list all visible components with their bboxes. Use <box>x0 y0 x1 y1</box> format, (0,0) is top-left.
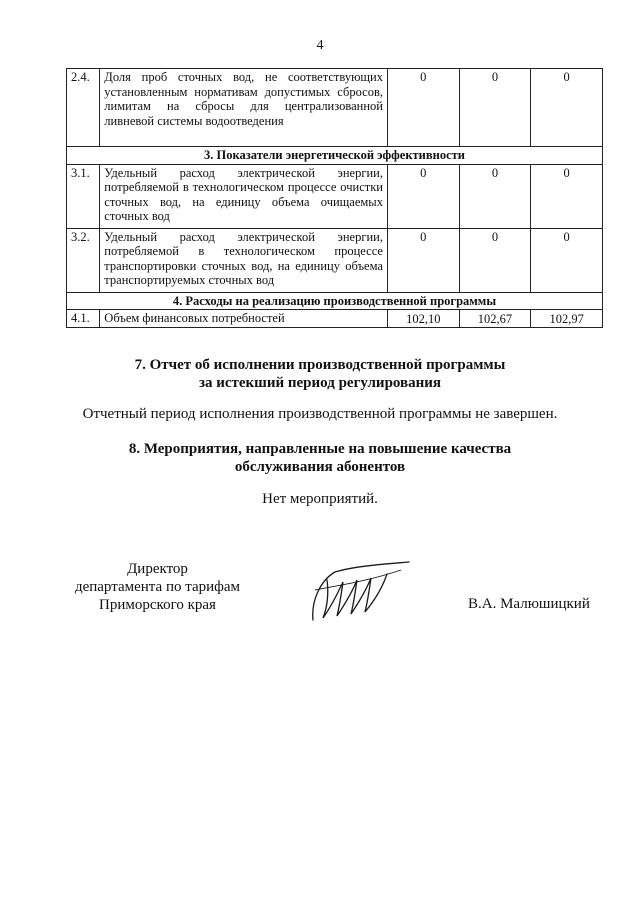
row-number: 2.4. <box>67 69 100 147</box>
section-8-title-line2: обслуживания абонентов <box>234 459 406 475</box>
section-8-heading <box>0 440 640 476</box>
value-cell: 102,97 <box>531 310 603 328</box>
value-cell: 102,67 <box>459 310 531 328</box>
section-heading: 3. Показатели энергетической эффективности <box>67 147 603 165</box>
section-8-title-line1: 8. Мероприятия, направленные на повышение качества <box>128 441 512 457</box>
handwritten-signature <box>305 560 415 630</box>
value-cell: 0 <box>387 164 459 228</box>
section-7-text: Отчетный период исполнения производственной программы не завершен. <box>82 406 558 422</box>
row-number: 3.1. <box>67 164 100 228</box>
value-cell: 0 <box>459 228 531 292</box>
value-cell: 0 <box>459 164 531 228</box>
indicators-table <box>66 68 603 328</box>
row-description: Объем финансовых потребностей <box>100 310 388 328</box>
row-description: Доля проб сточных вод, не соответствующих установленным нормативам допустимых сбросов, лимитам на сбросы для централизованной ливневой системы водоотведения <box>100 69 388 147</box>
signatory-name: В.А. Малюшицкий <box>468 596 590 612</box>
value-cell: 0 <box>531 228 603 292</box>
position-line1: Директор <box>127 561 188 577</box>
table-row <box>67 164 603 228</box>
row-description: Удельный расход электрической энергии, потребляемой в технологическом процессе транспортировки сточных вод, на единицу объема транспортируемых сточных вод <box>100 228 388 292</box>
section-7-title-line2: за истекший период регулирования <box>198 375 442 391</box>
table-row <box>67 69 603 147</box>
position-line3: Приморского края <box>99 597 216 613</box>
row-number: 3.2. <box>67 228 100 292</box>
value-cell: 0 <box>387 228 459 292</box>
table-row <box>67 228 603 292</box>
value-cell: 0 <box>459 69 531 147</box>
section-7-heading <box>0 356 640 392</box>
section-7-title-line1: 7. Отчет об исполнении производственной программы <box>134 357 506 373</box>
value-cell: 0 <box>531 164 603 228</box>
table-row <box>67 310 603 328</box>
value-cell: 0 <box>387 69 459 147</box>
position-line2: департамента по тарифам <box>74 579 241 595</box>
signatory-position <box>60 560 255 614</box>
section-8-text: Нет мероприятий. <box>262 491 378 507</box>
value-cell: 102,10 <box>387 310 459 328</box>
row-description: Удельный расход электрической энергии, потребляемой в технологическом процессе очистки сточных вод, на единицу объема очищаемых сточных вод <box>100 164 388 228</box>
value-cell: 0 <box>531 69 603 147</box>
section-row <box>67 147 603 165</box>
row-number: 4.1. <box>67 310 100 328</box>
page-number: 4 <box>316 38 324 53</box>
section-row <box>67 292 603 310</box>
section-heading: 4. Расходы на реализацию производственной программы <box>67 292 603 310</box>
